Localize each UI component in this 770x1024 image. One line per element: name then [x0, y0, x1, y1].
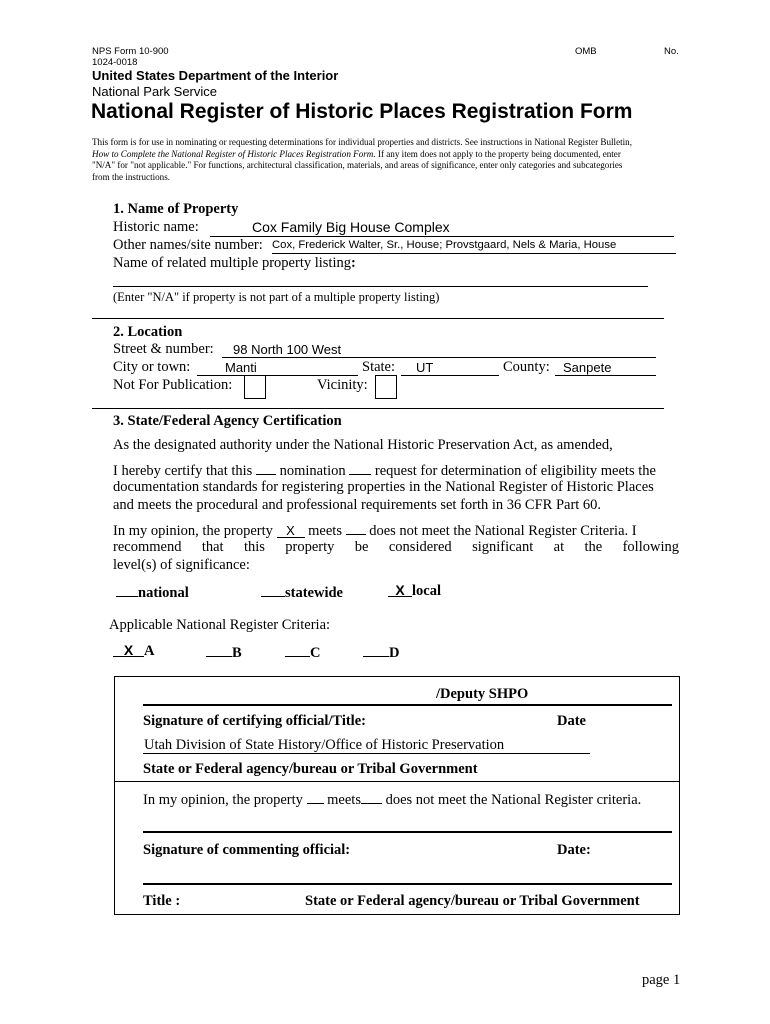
commenting-date-label: Date:: [557, 842, 591, 858]
section-1-heading: 1. Name of Property: [113, 201, 239, 217]
criterion-d[interactable]: [363, 642, 399, 662]
other-names-value: Cox, Frederick Walter, Sr., House; Provstgaard, Nels & Maria, House: [272, 239, 617, 251]
page-number: page 1: [642, 972, 681, 988]
criterion-d-label: D: [389, 645, 400, 661]
na-note: (Enter "N/A" if property is not part of a multiple property listing): [113, 290, 440, 304]
authority-statement: As the designated authority under the National Historic Preservation Act, as amended,: [113, 437, 613, 453]
certifying-agency-label: State or Federal agency/bureau or Tribal Government: [143, 761, 478, 777]
opinion-text-c: does not meet the National Register Criteria. I: [369, 523, 637, 539]
historic-name-label: Historic name:: [113, 219, 199, 235]
related-listing-label: [113, 255, 356, 272]
department-name: United States Department of the Interior: [92, 68, 339, 83]
opinion-text-a: In my opinion, the property: [113, 523, 273, 539]
criterion-a-blank[interactable]: [113, 642, 144, 657]
intro-bulletin-title: How to Complete the National Register of Historic Places Registration Form.: [92, 148, 376, 159]
certifying-date-label: Date: [557, 713, 586, 729]
criterion-a-label: A: [144, 643, 155, 659]
certifying-signature-line[interactable]: [143, 704, 672, 706]
commenting-opinion: [143, 790, 641, 809]
commenting-title-label: Title :: [143, 893, 181, 909]
criterion-a[interactable]: [113, 642, 154, 660]
intro-line-2: [92, 149, 632, 161]
opinion-text-b: meets: [308, 523, 342, 539]
no-label: No.: [664, 46, 679, 57]
criterion-c-blank[interactable]: [285, 642, 310, 657]
form-title: National Register of Historic Places Registration Form: [91, 100, 633, 123]
nomination-blank[interactable]: [256, 461, 276, 475]
intro-line-2-rest: If any item does not apply to the property being documented, enter: [375, 148, 621, 159]
criterion-c[interactable]: [285, 642, 320, 662]
criterion-b[interactable]: [206, 642, 242, 662]
county-label: County:: [503, 359, 550, 375]
county-value: Sanpete: [563, 360, 612, 375]
commenting-title-line[interactable]: [143, 883, 672, 885]
street-field[interactable]: [222, 342, 656, 358]
city-value: Manti: [225, 360, 257, 375]
commenting-does-not-meet-blank[interactable]: [361, 790, 382, 804]
signature-box-divider: [114, 781, 680, 782]
does-not-meet-blank[interactable]: [346, 521, 366, 535]
opinion-line-1: [113, 521, 637, 540]
level-statewide-blank[interactable]: [261, 582, 285, 597]
not-for-publication-checkbox[interactable]: [244, 375, 266, 399]
opinion-line-3: level(s) of significance:: [113, 557, 250, 573]
omb-number: 1024-0018: [92, 57, 138, 68]
other-names-field[interactable]: [272, 238, 676, 254]
intro-line-4: from the instructions.: [92, 171, 171, 182]
certify-line-3: and meets the procedural and professional requirements set forth in 36 CFR Part 60.: [113, 497, 602, 513]
level-statewide[interactable]: [261, 582, 343, 602]
determination-blank[interactable]: [349, 461, 371, 475]
certify-line-2: documentation standards for registering properties in the National Register of Historic Places: [113, 479, 654, 495]
form-number: NPS Form 10-900: [92, 46, 169, 57]
commenting-opinion-b: meets: [327, 792, 361, 808]
certifying-agency-field[interactable]: [143, 737, 590, 754]
meets-mark: X: [286, 523, 295, 538]
service-name: National Park Service: [92, 84, 217, 99]
related-listing-field[interactable]: [113, 286, 648, 287]
commenting-opinion-c: does not meet the National Register criteria.: [385, 792, 642, 808]
state-value: UT: [416, 360, 434, 375]
certify-text-a: I hereby certify that this: [113, 463, 253, 479]
level-national-label: national: [138, 585, 189, 601]
city-label: City or town:: [113, 359, 191, 375]
section-2-heading: 2. Location: [113, 324, 183, 340]
criteria-label: Applicable National Register Criteria:: [109, 617, 331, 633]
street-label: Street & number:: [113, 341, 214, 357]
state-label: State:: [362, 359, 396, 375]
section-1-divider: [92, 318, 664, 319]
city-field[interactable]: [197, 360, 358, 376]
county-field[interactable]: [555, 360, 656, 376]
certifying-signature-label: Signature of certifying official/Title:: [143, 713, 366, 729]
deputy-shpo-label: /Deputy SHPO: [436, 686, 529, 702]
commenting-agency-label: State or Federal agency/bureau or Tribal Government: [305, 893, 640, 909]
intro-text: [92, 137, 632, 183]
other-names-label: Other names/site number:: [113, 237, 263, 253]
intro-line-1: This form is for use in nominating or requesting determinations for individual properties and districts. See instructions in National Register Bulletin,: [92, 137, 632, 147]
meets-blank[interactable]: [277, 523, 305, 538]
omb-label: OMB: [575, 46, 597, 57]
section-3-heading: 3. State/Federal Agency Certification: [113, 413, 342, 429]
level-national-blank[interactable]: [116, 582, 138, 597]
level-local-mark: X: [395, 582, 405, 598]
criterion-a-mark: X: [123, 642, 134, 658]
certifying-agency-value: Utah Division of State History/Office of Historic Preservation: [144, 737, 505, 753]
commenting-opinion-a: In my opinion, the property: [143, 792, 303, 808]
level-local[interactable]: [388, 582, 441, 600]
related-listing-text: Name of related multiple property listing: [113, 255, 351, 271]
criterion-d-blank[interactable]: [363, 642, 389, 657]
commenting-signature-line[interactable]: [143, 831, 672, 833]
state-field[interactable]: [401, 360, 499, 376]
certify-line-1: [113, 461, 656, 480]
criterion-c-label: C: [310, 645, 321, 661]
level-local-label: local: [412, 583, 441, 599]
not-for-publication-label: Not For Publication:: [113, 377, 233, 393]
level-national[interactable]: [116, 582, 189, 602]
level-statewide-label: statewide: [285, 585, 343, 601]
related-listing-colon: :: [350, 255, 356, 271]
intro-line-3: "N/A" for "not applicable." For functions, architectural classification, materials, and areas of significance, enter only categories and subcategories: [92, 160, 623, 171]
opinion-line-2: recommend that this property be considered significant at the following: [113, 539, 679, 555]
commenting-meets-blank[interactable]: [307, 790, 324, 804]
historic-name-value: Cox Family Big House Complex: [252, 219, 450, 235]
section-2-divider: [92, 408, 664, 409]
vicinity-checkbox[interactable]: [375, 375, 397, 399]
certify-text-b: nomination: [279, 463, 346, 479]
historic-name-field[interactable]: [210, 219, 674, 237]
criterion-b-blank[interactable]: [206, 642, 232, 657]
vicinity-label: Vicinity:: [317, 377, 368, 393]
level-local-blank[interactable]: [388, 582, 412, 597]
commenting-signature-label: Signature of commenting official:: [143, 842, 351, 858]
certify-text-c: request for determination of eligibility meets the: [374, 463, 656, 479]
criterion-b-label: B: [232, 645, 242, 661]
street-value: 98 North 100 West: [233, 342, 342, 357]
